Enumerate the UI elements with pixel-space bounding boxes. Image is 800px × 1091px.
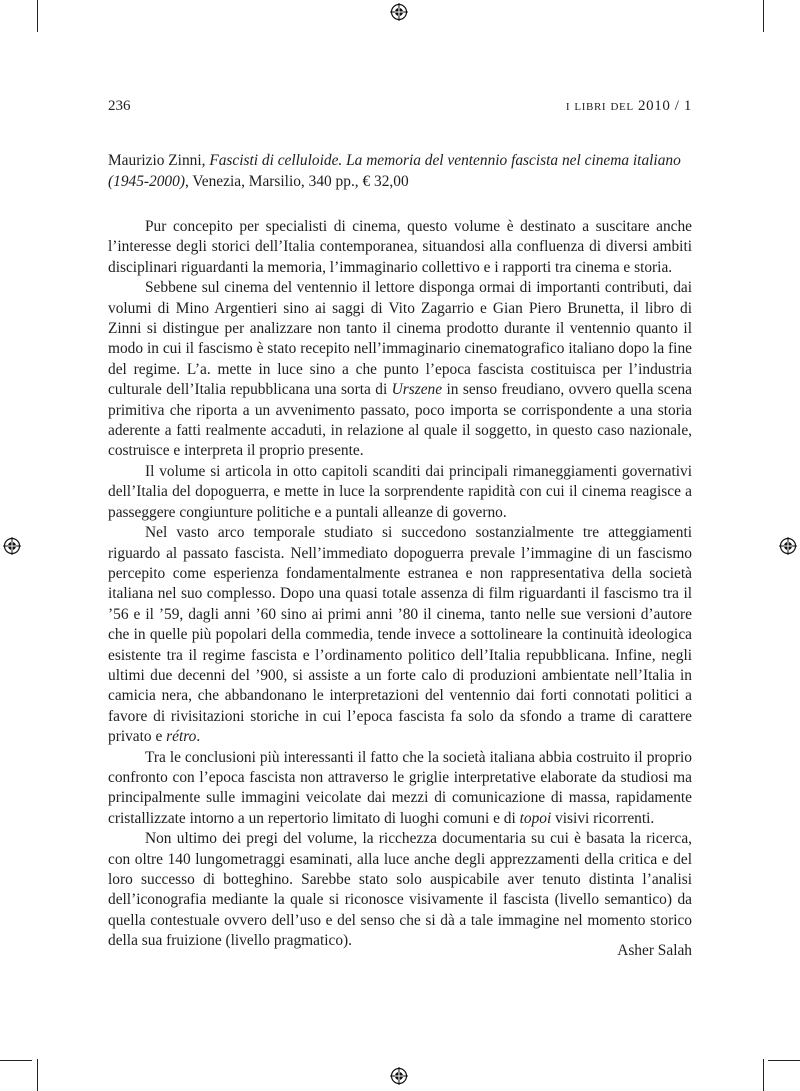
paragraph-4 — [108, 523, 692, 747]
crop-mark-bottom-right — [768, 1060, 800, 1061]
registration-mark-top-icon — [390, 3, 408, 21]
paragraph-5 — [108, 748, 692, 830]
reference-author: Maurizio Zinni, — [108, 152, 210, 169]
paragraph-2-text-b: in senso freudiano, ovvero quella scena primitiva che riporta a un avvenimento passato, poco importa se corrispondente a una storia aderente a fatti realmente accaduti, in relazione al quale il soggetto, in questo caso nazionale, costruisce e interpreta il proprio presente. — [108, 381, 692, 460]
paragraph-4-text-a: Nel vasto arco temporale studiato si succedono sostanzialmente tre atteggiamenti riguardo al passato fascista. Nell’immediato dopoguerra prevale l’immagine di un fascismo percepito come esperienza fondamentalmente estranea e non rappresentativa della società italiana nel suo complesso. Dopo una quasi totale assenza di film riguardanti il fascismo tra il ’56 e il ’59, dagli anni ’60 sino ai primi anni ’80 il cinema, tanto nelle sue versioni d’autore che in quelle più popolari della commedia, tende invece a sottolineare la continuità ideologica esistente tra il regime fascista e l’ordinamento politico dell’Italia repubblicana. Infine, negli ultimi due decenni del ’900, si assiste a un forte calo di produzioni ambientate nell’Italia in camicia nera, che abbandonano le interpretazioni del ventennio dai forti connotati politici a favore di rivisitazioni storiche in cui l’epoca fascista fa solo da sfondo a trame di carattere privato e — [108, 524, 692, 746]
page-number: 236 — [108, 98, 131, 114]
paragraph-2 — [108, 278, 692, 462]
reference-title: Fascisti di celluloide. La memoria del ventennio fascista nel cinema italiano (1945-2000) — [108, 152, 681, 190]
paragraph-3: Il volume si articola in otto capitoli scanditi dai principali rimaneggiamenti governativi dell’Italia del dopoguerra, e mette in luce la sorprendente rapidità con cui il cinema reagisce a passeggere congiunture politiche e a puntali alleanze di governo. — [108, 462, 692, 521]
registration-mark-bottom-icon — [390, 1067, 408, 1085]
review-signature: Asher Salah — [617, 942, 692, 959]
journal-title: i libri del 2010 / 1 — [565, 98, 692, 114]
crop-mark-bottom-left-v — [37, 1059, 38, 1091]
crop-mark-top-right — [763, 0, 764, 32]
paragraph-5-emphasis: topoi — [519, 809, 552, 827]
review-body — [108, 217, 692, 952]
crop-mark-top-left — [37, 0, 38, 32]
paragraph-2-text-a: Sebbene sul cinema del ventennio il lettore disponga ormai di importanti contributi, dai volumi di Mino Argentieri sino ai saggi di Vito Zagarrio e Gian Piero Brunetta, il libro di Zinni si distingue per analizzare non tanto il cinema prodotto durante il ventennio quanto il modo in cui il fascismo è stato recepito nell’immaginario cinematografico italiano dopo la fine del regime. L’a. mette in luce sino a che punto l’epoca fascista costituisca per l’industria culturale dell’Italia repubblicana una sorta di — [108, 279, 692, 399]
reference-publication: , Venezia, Marsilio, 340 pp., € 32,00 — [184, 173, 409, 190]
paragraph-4-text-b: . — [196, 728, 201, 746]
crop-mark-bottom-left — [0, 1060, 32, 1061]
paragraph-2-emphasis: Urszene — [391, 381, 443, 399]
running-head — [108, 97, 692, 115]
paragraph-6: Non ultimo dei pregi del volume, la ricchezza documentaria su cui è basata la ricerca, con oltre 140 lungometraggi esaminati, alla luce anche degli apprezzamenti della critica e del loro successo di botteghino. Sarebbe stato solo auspicabile aver tenuto distinta l’analisi dell’iconografia mediante la quale si riconosce visivamente il fascista (livello semantico) da quella contestuale ovvero dell’uso e del senso che si dà a tale immagine nel momento storico della sua fruizione (livello pragmatico). — [108, 830, 692, 950]
paragraph-5-text-b: visivi ricorrenti. — [551, 809, 655, 827]
book-reference — [108, 150, 692, 192]
registration-mark-right-icon — [779, 537, 797, 555]
paragraph-5-text-a: Tra le conclusioni più interessanti il fatto che la società italiana abbia costruito il proprio confronto con l’epoca fascista non attraverso le griglie interpretative elaborate da studiosi ma principalmente sulle immagini veicolate dai mezzi di comunicazione di massa, rapidamente cristallizzate intorno a un repertorio limitato di luoghi comuni e di — [108, 748, 692, 827]
paragraph-1: Pur concepito per specialisti di cinema, questo volume è destinato a suscitare anche l’interesse degli storici dell’Italia contemporanea, situandosi alla confluenza di diversi ambiti disciplinari riguardanti la memoria, l’immaginario collettivo e i rapporti tra cinema e storia. — [108, 218, 692, 276]
registration-mark-left-icon — [3, 537, 21, 555]
paragraph-4-emphasis: rétro — [166, 728, 197, 746]
crop-mark-bottom-right-v — [763, 1059, 764, 1091]
